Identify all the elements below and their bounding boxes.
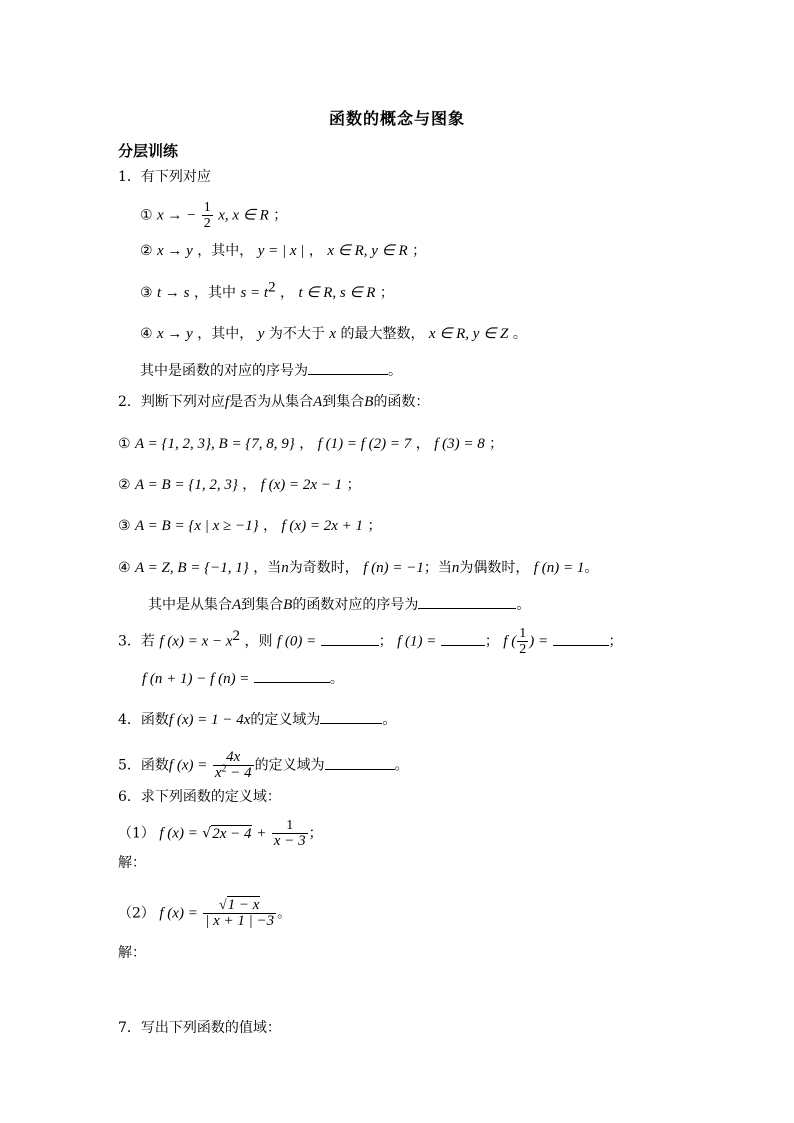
math-expr: x [214,765,222,781]
text: ， [415,436,430,452]
q2-item-1-mark: ① [118,436,131,452]
text: 其中是函数的对应的序号为 [140,363,308,379]
text: 5．函数 [118,757,169,774]
q7-stem: 7．写出下列函数的值域： [118,1020,281,1036]
text: 为不大于 [268,326,325,342]
math-expr: x [329,326,336,342]
punct: ； [273,207,288,224]
text: 的函数： [373,394,430,410]
q1-item-1-mark: ① [140,207,153,224]
math-expr: f (x) = x − x [159,633,233,650]
fraction-denominator: x − 3 [273,833,306,849]
math-expr: n [281,560,289,576]
fraction-denominator [213,765,254,781]
math-expr: x ∈ R, y ∈ Z [428,326,509,342]
text: ，其中 [193,285,236,301]
math-expr: B [364,394,374,410]
q1-item-3-expr: t → s [157,285,190,301]
fraction-numerator: 1 [519,626,527,641]
q1-item-4-expr: x → y [157,326,193,342]
text: （2） [118,905,155,922]
math-expr: B [283,597,293,613]
text: 其中是从集合 [148,597,232,613]
text: 的定义域为 [254,757,325,774]
q5 [118,750,409,781]
math-expr: f (n) = −1 [363,560,424,576]
text: 是否为从集合 [229,394,314,410]
math-expr: f (x) = 2x + 1 [281,518,363,534]
math-expr: A = {1, 2, 3}, B = {7, 8, 9} [135,436,295,452]
punct: 。 [584,560,599,576]
punct: 。 [512,326,527,342]
math-expr: f (x) = 2x − 1 [260,477,343,493]
math-expr: A [232,597,242,613]
text: 到集合 [241,597,284,613]
math-expr: s = t [240,285,269,301]
punct: ； [608,633,623,650]
sqrt-icon: √ [202,825,212,842]
q1-item-1 [140,200,287,231]
q2-item-2-mark: ② [118,477,131,493]
math-expr: − 4 [226,765,252,781]
superscript: 2 [221,763,227,775]
q2-item-3-mark: ③ [118,518,131,534]
text: 为偶数时， [459,560,530,576]
answer-blank[interactable] [320,709,382,724]
q2-item-2 [118,475,361,495]
q1-ask [140,360,402,381]
math-expr: f (1) = f (2) = 7 [317,436,412,452]
math-expr: f (x) = 1 − 4x [168,712,251,728]
text: 的最大整数， [340,326,425,342]
q5-fraction [213,750,254,781]
q1-item-1-expr: x → − [157,207,197,224]
math-expr: ) = [529,633,549,650]
punct: ； [489,436,504,452]
fraction-numerator: 1 [203,200,211,215]
q6-p2-fraction [203,898,276,929]
math-expr: f (x) = [168,757,208,774]
q1-item-3-mark: ③ [140,285,153,301]
math-expr: A = B = {1, 2, 3} [135,477,238,493]
math-expr: f [224,394,230,410]
punct: 。 [329,671,344,687]
punct: ； [412,243,427,259]
fraction-denominator: 2 [519,642,527,657]
fraction-numerator: 4x [226,749,241,765]
q6-p1-fraction [272,818,308,849]
q2-ask [148,594,530,615]
sqrt-icon: √ [218,898,227,913]
punct: 。 [382,712,397,728]
fraction-numerator [217,898,262,913]
text: 3．若 [118,633,155,650]
math-expr: y [257,326,265,342]
q3-line-1 [118,626,623,657]
q2-item-4 [118,558,598,578]
text: ，当 [253,560,282,576]
math-expr: f (3) = 8 [434,436,485,452]
math-expr: f (n + 1) − f (n) = [142,671,250,687]
superscript: 2 [268,279,276,296]
punct: ； [379,285,394,301]
text: ，其中， [197,326,254,342]
text: ， [299,436,314,452]
page-title: 函数的概念与图象 [328,109,465,128]
math-expr: f (n) = 1 [533,560,585,576]
math-expr: + [252,825,267,842]
q1-stem: 1．有下列对应 [118,169,211,185]
q1-item-2-mark: ② [140,243,153,259]
q1-item-1-fraction [202,200,213,231]
q1-item-2-expr: x → y [157,243,193,259]
q1-item-3 [140,279,394,303]
math-expr: f ( [503,633,517,650]
q1-item-4 [140,324,527,344]
math-expr: f (x) = [159,825,198,842]
punct: ； [367,518,382,534]
text: 的定义域为 [250,712,321,728]
math-expr: x ∈ R, y ∈ R [327,243,408,259]
punct: ； [308,825,323,842]
punct: ； [484,633,499,650]
text: 到集合 [322,394,365,410]
text: ， [263,518,278,534]
text: 为奇数时， [288,560,359,576]
punct: 。 [516,597,531,613]
text: ， [308,243,323,259]
q2-item-3 [118,516,381,536]
q2-item-1 [118,434,503,454]
text: ，其中， [197,243,254,259]
q3-line-2 [142,668,344,689]
math-expr: A = B = {x | x ≥ −1} [135,518,259,534]
q3-fraction [517,626,528,657]
section-heading: 分层训练 [118,142,179,160]
math-expr: A [313,394,323,410]
q6-part-1 [118,818,323,849]
text: 的函数对应的序号为 [292,597,419,613]
punct: 。 [394,757,409,774]
answer-blank[interactable] [308,360,388,375]
math-expr: f (0) = [276,633,317,650]
superscript: 2 [232,627,240,644]
text: 2．判断下列对应 [118,394,225,410]
q6-stem: 6．求下列函数的定义域： [118,789,281,805]
math-expr: n [451,560,460,576]
punct: ； [378,633,393,650]
fraction-numerator: 1 [286,818,294,833]
answer-blank[interactable] [325,755,395,770]
q1-item-4-mark: ④ [140,326,153,342]
fraction-denominator: | x + 1 | −3 [205,913,275,929]
q6-solution-2: 解： [118,945,146,961]
text: 4．函数 [118,712,169,728]
text: ，则 [244,633,273,650]
text: （1） [118,825,155,842]
math-expr: f (1) = [397,633,437,650]
fraction-denominator: 2 [203,216,211,231]
q2-item-4-mark: ④ [118,560,131,576]
sqrt-radicand: 2x − 4 [212,825,252,842]
q1-item-1-rest: x, x ∈ R [218,207,269,224]
punct: ； [346,477,361,493]
punct: 。 [277,905,292,922]
q4 [118,709,396,730]
math-expr: t ∈ R, s ∈ R [298,285,376,301]
sqrt-radicand: 1 − x [227,897,260,913]
text: ；当 [423,560,452,576]
q6-solution-1: 解： [118,855,146,871]
q6-part-2 [118,898,291,929]
answer-blank[interactable] [418,594,516,609]
math-expr: f (x) = [159,905,198,922]
answer-blank[interactable] [553,631,609,646]
text: ， [242,477,257,493]
answer-blank[interactable] [254,668,330,683]
q1-item-2 [140,241,426,261]
text: ， [280,285,295,301]
answer-blank[interactable] [441,631,485,646]
math-expr: y = | x | [257,243,305,259]
punct: 。 [388,363,402,379]
answer-blank[interactable] [321,631,379,646]
math-expr: A = Z, B = {−1, 1} [135,560,249,576]
q2-stem [118,392,429,412]
